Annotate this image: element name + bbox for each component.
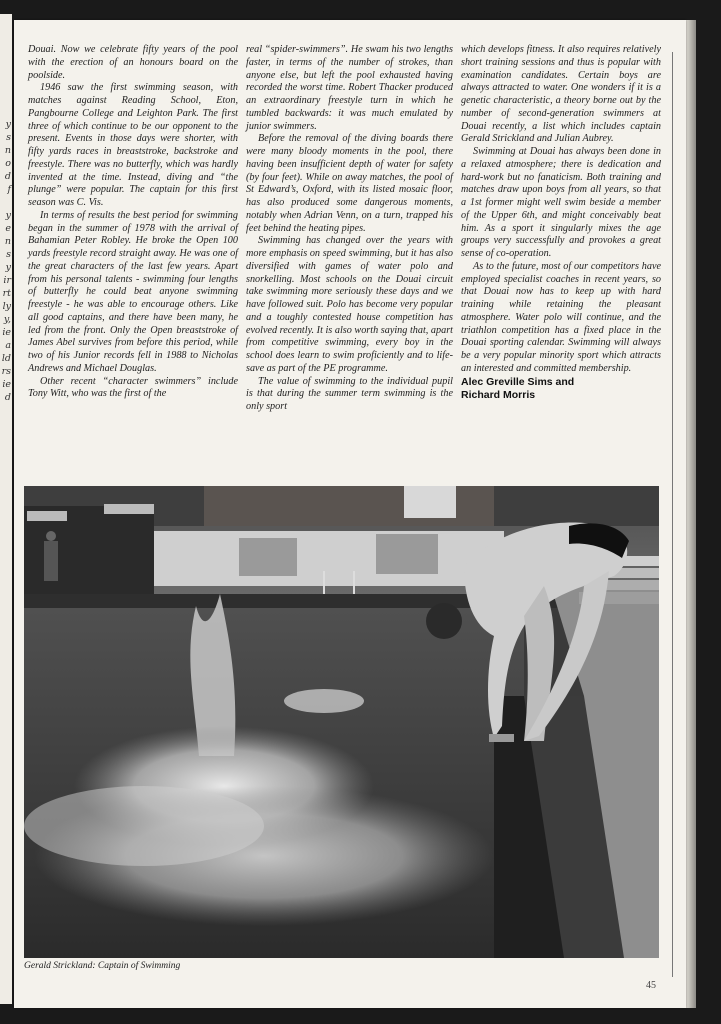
previous-page-fragment: rs [1,366,11,377]
column-2-paragraph: real “spider-swimmers”. He swam his two lengths faster, in terms of the number of strokes, than anyone else, but left the pool exhausted having recorded the worst time. Robert Thacker produced an extraordinary freestyle turn in which he tumbled backwards: it was much emulated by junior swimmers. [246,44,453,132]
previous-page-fragment: e [5,223,11,234]
page-spine [686,20,696,1008]
previous-page-fragment: ie [2,379,11,390]
column-3-paragraph: which develops fitness. It also requires relatively short training sessions and thus is popular with examination candidates. Certain boys are always attracted to water. One wonders if it is a genetic characteristic, a theory borne out by the number of second-generation swimmers at Douai recently, a list which includes captain Gerald Strickland and Julian Aubrey. [461,44,661,145]
author-line-2: Richard Morris [461,388,536,401]
article-column-2 [246,44,453,414]
column-1-paragraph: In terms of results the best period for swimming began in the summer of 1978 with the arrival of Bahamian Peter Robley. He broke the Open 100 yards freestyle record straight away. He was one of the great characters of the last few years. Apart from his personal talents - swimming four lengths of butterfly he could beat anyone swimming freestyle - he was able to encourage others. Like all good captains, and there have been many, he led from the front. Only the Open breaststroke of James Abel survives from before this period, while two of his Junior records fell in 1988 to Nicholas Andrews and Michael Douglas. [28,209,238,374]
previous-page-fragment: ir [3,275,11,286]
previous-page-fragment: d [4,392,11,403]
column-2-paragraph: Swimming has changed over the years with more emphasis on speed swimming, but it has also diversified with games of water polo and snorkelling. Most schools on the Douai circuit take swimming more seriously these days and we have followed suit. Polo has become very popular and a toughly contested house competition has evolved recently. It is also worth saying that, apart from competitive swimming, every boy in the school does learn to swim proficiently and to life-save as part of the PE programme. [246,235,453,374]
article-authors [461,376,661,402]
previous-page-fragment: f [7,184,11,195]
previous-page-fragment: n [4,145,11,156]
previous-page-fragment: ly [2,301,11,312]
previous-page-fragment: ld [1,353,11,364]
column-3-paragraph: Swimming at Douai has always been done in a relaxed atmosphere; there is dedication and hard-work but no fanaticism. Both training and matches draw upon boys from all years, so that a 1st former might well swim beside a member of the Upper 6th, and might conceivably beat him. As a sport it singularly mixes the age groups very successfully and provokes a great sense of co-operation. [461,146,661,259]
author-line-1: Alec Greville Sims and [461,375,575,388]
article-column-3 [461,44,661,402]
previous-page-fragment: a [5,340,11,351]
previous-page-fragment: ie [2,327,11,338]
column-2-paragraph: The value of swimming to the individual pupil is that during the summer term swimming is the only sport [246,375,453,412]
previous-page-fragment: d [4,171,11,182]
previous-page-edge [0,14,12,1004]
previous-page-fragment: y [5,210,11,221]
previous-page-fragment: o [5,158,11,169]
previous-page-fragment: y, [3,314,11,325]
column-1-paragraph: Douai. Now we celebrate fifty years of the pool with the erection of an honours board on the poolside. [28,44,238,81]
swimmer-photo-illustration [24,486,659,958]
previous-page-fragment: y [5,119,11,130]
magazine-page [14,20,686,1008]
column-3-paragraph: As to the future, most of our competitors have employed specialist coaches in recent years, so that Douai now has to keep up with hard training while retaining the pleasant atmosphere. Water polo will continue, and the triathlon competition has a fixed place in the Douai sporting calendar. Swimming will always be a very popular minority sport which attracts an interested and committed membership. [461,260,661,374]
swimmer-photo [24,486,659,958]
previous-page-fragment: y [5,262,11,273]
previous-page-fragment: n [4,236,11,247]
previous-page-fragment: s [6,132,11,143]
photo-caption: Gerald Strickland: Captain of Swimming [24,961,181,971]
previous-page-fragment: rt [2,288,11,299]
column-1-paragraph: Other recent “character swimmers” include Tony Witt, who was the first of the [28,375,238,400]
previous-page-fragment: s [6,249,11,260]
article-column-1 [28,44,238,401]
column-1-paragraph: 1946 saw the first swimming season, with matches against Reading School, Eton, Pangbourne College and Leighton Park. The first three of which continue to be our opponent to the present. Events in those days were shorter, with fifty yards races in breaststroke, backstroke and freestyle. There was no butterfly, which was hardly invented at the time. Instead, diving and “the plunge” were popular. The captain for this first season was C. Vis. [28,82,238,208]
page-number: 45 [646,980,656,991]
column-rule [672,52,673,977]
column-2-paragraph: Before the removal of the diving boards there were many bloody moments in the pool, there having been insufficient depth of water for safety (by four feet). While on away matches, the pool of St Edward’s, Oxford, with its listed mosaic floor, has also produced some dangerous moments, notably when Adrian Venn, on a turn, trapped his feet behind the heating pipes. [246,133,453,234]
